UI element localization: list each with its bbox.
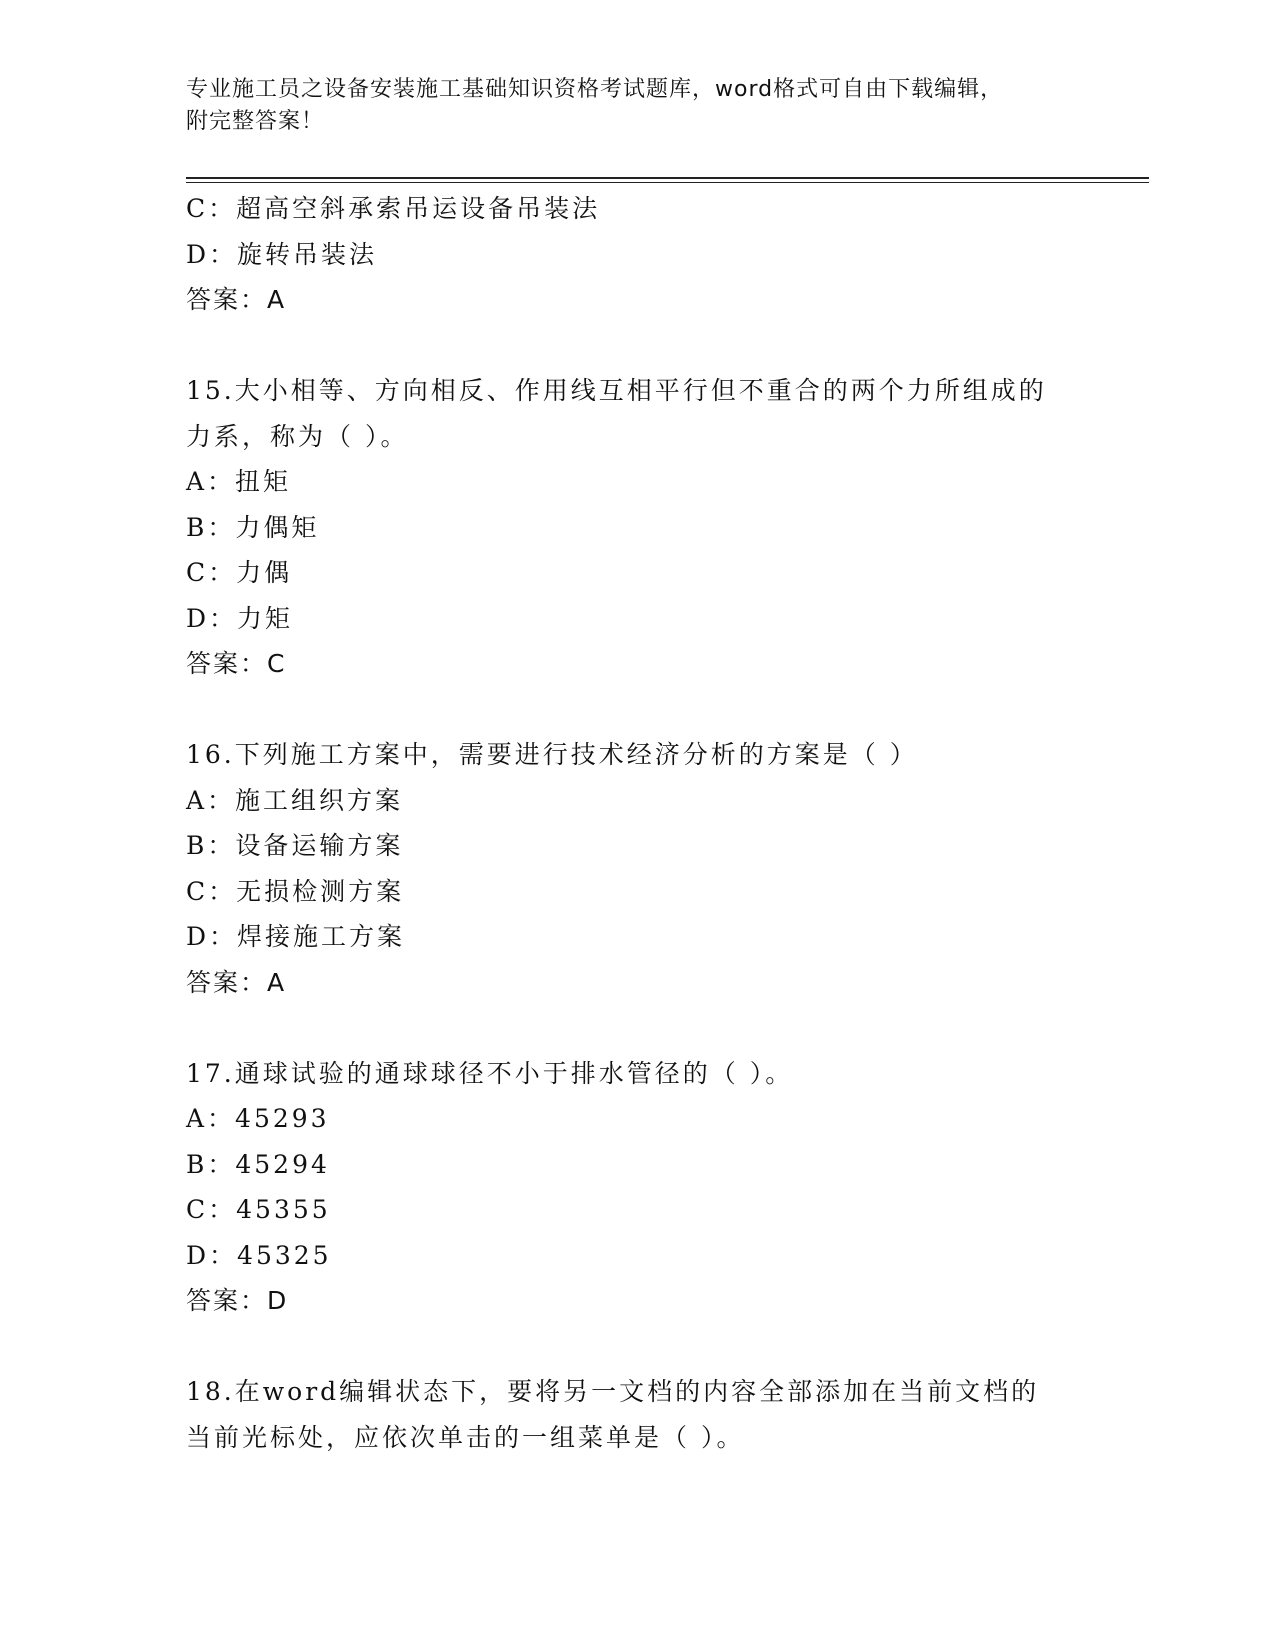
question-14-tail (186, 186, 1086, 323)
option-b: B：45294 (186, 1149, 330, 1179)
option-b: B：设备运输方案 (186, 831, 404, 860)
option-a: A：45293 (186, 1104, 330, 1133)
option-c: C：力偶 (186, 558, 293, 587)
option-a: A：扭矩 (186, 467, 292, 496)
option-d: D：旋转吊装法 (186, 239, 378, 269)
question-text-line-1: 16.下列施工方案中，需要进行技术经济分析的方案是（ ） (186, 740, 918, 769)
question-17 (186, 1051, 1086, 1324)
option-c: C：无损检测方案 (186, 876, 405, 906)
option-b: B：力偶矩 (186, 512, 320, 542)
question-18 (186, 1369, 1086, 1460)
question-text-line-1: 18.在word编辑状态下，要将另一文档的内容全部添加在当前文档的 (186, 1377, 1040, 1406)
spacer (186, 1005, 1086, 1051)
header-line-2: 附完整答案！ (186, 109, 325, 134)
question-text-line-2: 当前光标处，应依次单击的一组菜单是（ ）。 (186, 1422, 745, 1452)
option-c: C：45355 (186, 1195, 331, 1224)
header-line-1: 专业施工员之设备安装施工基础知识资格考试题库，word格式可自由下载编辑， (186, 77, 1004, 102)
spacer (186, 1324, 1086, 1370)
option-d: D：力矩 (186, 603, 294, 633)
option-d: D：45325 (186, 1240, 332, 1270)
question-text-line-2: 力系，称为（ ）。 (186, 421, 409, 451)
question-16 (186, 732, 1086, 1005)
option-d: D：焊接施工方案 (186, 922, 406, 951)
answer: 答案：A (186, 967, 287, 997)
option-c: C：超高空斜承索吊运设备吊装法 (186, 194, 601, 223)
spacer (186, 323, 1086, 369)
option-a: A：施工组织方案 (186, 785, 404, 815)
question-list (186, 186, 1086, 1460)
question-text-line-1: 15.大小相等、方向相反、作用线互相平行但不重合的两个力所组成的 (186, 376, 1047, 405)
answer: 答案：C (186, 649, 287, 678)
question-text-line-1: 17.通球试验的通球球径不小于排水管径的（ ）。 (186, 1058, 794, 1088)
answer: 答案：D (186, 1286, 289, 1315)
header-divider (186, 177, 1149, 183)
answer: 答案：A (186, 285, 287, 314)
document-header (186, 74, 1066, 138)
question-15 (186, 368, 1086, 687)
spacer (186, 687, 1086, 733)
